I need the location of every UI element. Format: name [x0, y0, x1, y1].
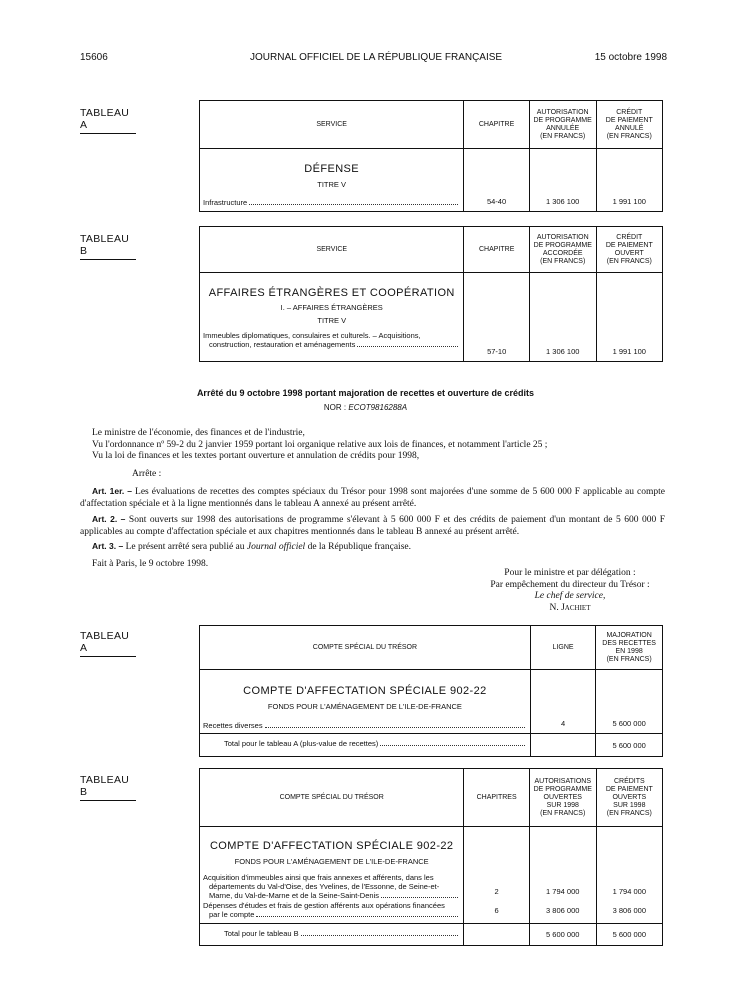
total-label-cell [200, 734, 531, 757]
chapitre-value: 54-40 [464, 149, 529, 212]
col-autorisation: AUTORISATION DE PROGRAMME ANNULÉE (EN FRANCS) [529, 101, 596, 149]
table-a-label: TABLEAU A [80, 107, 136, 134]
compte-cell [200, 670, 531, 734]
credit-value: 1 794 000 [612, 887, 646, 896]
col-compte: COMPTE SPÉCIAL DU TRÉSOR [200, 626, 531, 670]
total-label-cell [200, 924, 464, 946]
compte-cell [200, 827, 464, 924]
service-cell [200, 273, 464, 362]
credit-value: 1 991 100 [596, 273, 662, 362]
article-2: Art. 2. – Sont ouverts sur 1998 des autorisations de programme s'élevant à 5 600 000 F et des crédits de paiement d'un montant de 5 600 000 F applicables au compte d'affectation spéciale et aux chapitres mentionnés dans le tableau B annexé au présent arrêté. [80, 514, 666, 537]
col-chapitre: CHAPITRE [464, 227, 529, 273]
autorisation-value: 1 794 000 [546, 887, 580, 896]
table-b-compte-special [199, 768, 663, 946]
service-cell [200, 149, 464, 212]
publication-date: 15 octobre 1998 [594, 52, 667, 63]
col-service: SERVICE [200, 227, 464, 273]
chapitres-values [464, 827, 529, 924]
autorisation-value: 3 806 000 [546, 906, 580, 915]
col-ligne: LIGNE [530, 626, 595, 670]
page-number: 15606 [80, 52, 108, 63]
col-compte: COMPTE SPÉCIAL DU TRÉSOR [200, 769, 464, 827]
col-chapitre: CHAPITRE [464, 101, 529, 149]
journal-title: JOURNAL OFFICIEL DE LA RÉPUBLIQUE FRANÇAISE [250, 52, 503, 63]
credit-value: 1 991 100 [596, 149, 662, 212]
col-chapitres: CHAPITRES [464, 769, 529, 827]
col-credit: CRÉDIT DE PAIEMENT ANNULÉ (EN FRANCS) [596, 101, 662, 149]
signature-block: Pour le ministre et par délégation : Par empêchement du directeur du Trésor : Le chef de service, N. Jachiet [490, 568, 650, 613]
article-3: Art. 3. – Le présent arrêté sera publié au Journal officiel de la République française. [92, 541, 411, 552]
autorisation-value: 1 306 100 [529, 149, 596, 212]
arrete-body [80, 428, 665, 570]
preamble-minister: Le ministre de l'économie, des finances et de l'industrie, [92, 428, 305, 438]
col-majoration: MAJORATION DES RECETTES EN 1998 (EN FRANCS) [596, 626, 663, 670]
nor-reference: NOR : ECOT9816288A [323, 403, 408, 412]
article-1: Art. 1er. – Les évaluations de recettes des comptes spéciaux du Trésor pour 1998 sont majorées d'une somme de 5 600 000 F applicable au compte d'affectation spéciale et à la ligne mentionnés dans le tableau A annexé au présent arrêté. [80, 486, 665, 509]
autorisations-values [529, 827, 596, 924]
col-credits: CRÉDITS DE PAIEMENT OUVERTS SUR 1998 (EN FRANCS) [596, 769, 662, 827]
total-row: Total pour le tableau B [224, 929, 460, 938]
credit-value: 3 806 000 [612, 906, 646, 915]
ministry-title: AFFAIRES ÉTRANGÈRES ET COOPÉRATION [208, 287, 455, 299]
arrete-word: Arrête : [132, 468, 162, 479]
table-b-affaires-etrangeres [199, 226, 663, 362]
col-autorisations: AUTORISATIONS DE PROGRAMME OUVERTES SUR 1998 (EN FRANCS) [529, 769, 596, 827]
table-b-label-2: TABLEAU B [80, 774, 136, 801]
fonds-label: FONDS POUR L'AMÉNAGEMENT DE L'ILE-DE-FRANCE [267, 702, 462, 711]
total-value: 5 600 000 [596, 734, 663, 757]
table-a-label-2: TABLEAU A [80, 630, 136, 657]
col-service: SERVICE [200, 101, 464, 149]
table-row: Immeubles diplomatiques, consulaires et culturels. – Acquisitions, construction, restauration et aménagements [203, 331, 460, 349]
arrete-title: Arrêté du 9 octobre 1998 portant majoration de recettes et ouverture de crédits [196, 388, 535, 398]
ministry-title: DÉFENSE [304, 163, 360, 175]
titre-label: TITRE V [317, 180, 347, 189]
total-autorisations: 5 600 000 [529, 924, 596, 946]
table-row: Infrastructure [203, 198, 460, 207]
chapitre-value: 57-10 [464, 273, 529, 362]
autorisation-value: 1 306 100 [529, 273, 596, 362]
chapitre-value: 6 [494, 906, 499, 915]
titre-label: TITRE V [317, 316, 347, 325]
col-autorisation: AUTORISATION DE PROGRAMME ACCORDÉE (EN FRANCS) [529, 227, 596, 273]
chapitre-value: 2 [494, 887, 499, 896]
table-row: Dépenses d'études et frais de gestion afférents aux opérations financées par le compte [203, 901, 460, 919]
table-a-defense [199, 100, 663, 212]
compte-title: COMPTE D'AFFECTATION SPÉCIALE 902-22 [209, 840, 454, 852]
fait-a-paris: Fait à Paris, le 9 octobre 1998. [92, 558, 209, 569]
fonds-label: FONDS POUR L'AMÉNAGEMENT DE L'ILE-DE-FRANCE [234, 857, 429, 866]
preamble-ordonnance: Vu l'ordonnance nº 59-2 du 2 janvier 1959 portant loi organique relative aux lois de finances, et notamment l'article 25 ; [92, 439, 548, 450]
compte-title: COMPTE D'AFFECTATION SPÉCIALE 902-22 [243, 685, 487, 697]
total-row: Total pour le tableau A (plus-value de recettes) [224, 739, 527, 748]
total-credits: 5 600 000 [596, 924, 662, 946]
preamble-loi: Vu la loi de finances et les textes portant ouverture et annulation de crédits pour 1998, [92, 451, 420, 461]
majoration-value: 5 600 000 [596, 670, 663, 734]
ligne-value: 4 [530, 670, 595, 734]
table-a-compte-special [199, 625, 663, 757]
col-credit: CRÉDIT DE PAIEMENT OUVERT (EN FRANCS) [596, 227, 662, 273]
table-row: Acquisition d'immeubles ainsi que frais annexes et afférents, dans les départements du Val-d'Oise, des Yvelines, de l'Essonne, de Seine-et- Marne, du Val-de-Marne et de la Seine-Saint-Denis [203, 873, 460, 900]
credits-values [596, 827, 662, 924]
table-b-label: TABLEAU B [80, 233, 136, 260]
section-label: I. – AFFAIRES ÉTRANGÈRES [280, 303, 383, 312]
table-row: Recettes diverses [203, 721, 527, 730]
